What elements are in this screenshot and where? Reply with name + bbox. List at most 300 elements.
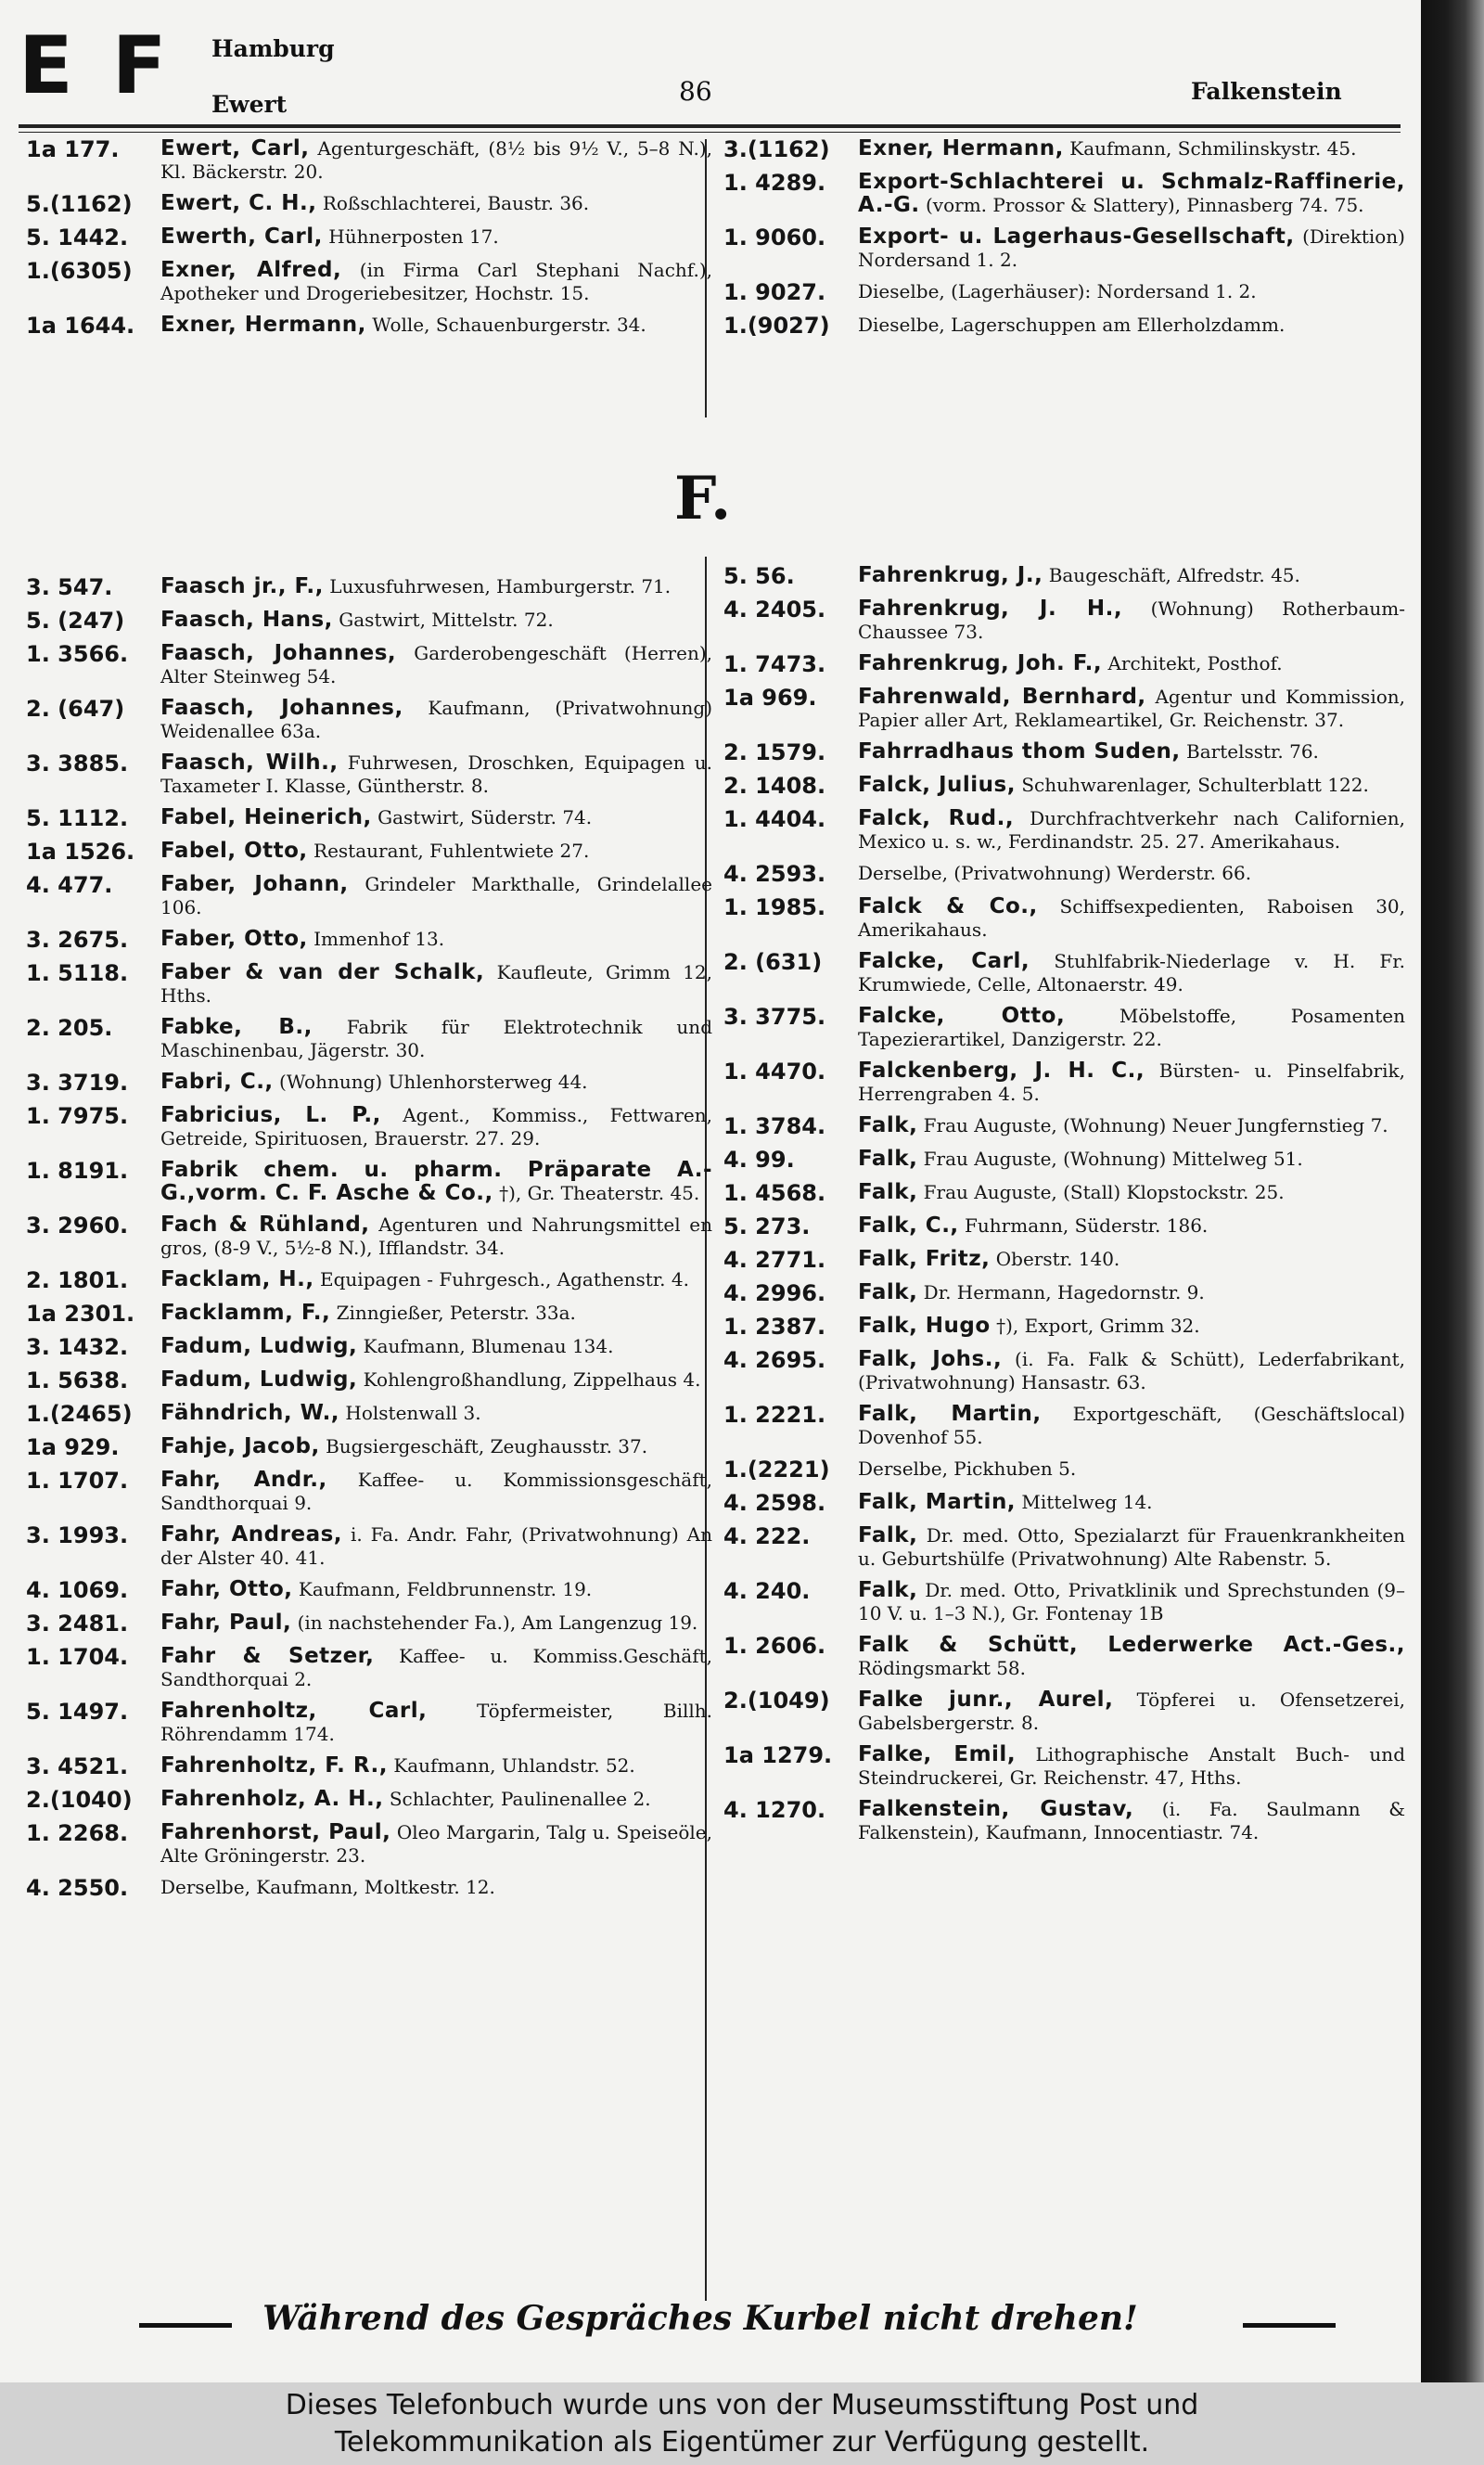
directory-entry bbox=[723, 1315, 1405, 1340]
entry-text bbox=[160, 1104, 712, 1150]
phone-number: 4. 2771. bbox=[723, 1247, 826, 1273]
phone-number: 5. 1497. bbox=[26, 1699, 129, 1725]
entry-text bbox=[160, 751, 712, 798]
subscriber-details: Dieselbe, Lagerschuppen am Ellerholzdamm. bbox=[858, 314, 1286, 336]
directory-entry bbox=[723, 774, 1405, 799]
entry-text bbox=[160, 575, 712, 600]
subscriber-details: Frau Auguste, (Wohnung) Neuer Jungfernstieg 7. bbox=[923, 1114, 1388, 1136]
subscriber-details: Agenturgeschäft, (8½ bis 9½ V., 5–8 N.), Kl. Bäckerstr. 20. bbox=[160, 137, 712, 183]
directory-entry bbox=[723, 225, 1405, 272]
entry-text bbox=[160, 137, 712, 184]
entry-text bbox=[858, 1634, 1405, 1680]
subscriber-details: Fabrik für Elektrotechnik und Maschinenbau, Jägerstr. 30. bbox=[160, 1016, 712, 1061]
subscriber-details: Schuhwarenlager, Schulterblatt 122. bbox=[1021, 774, 1369, 796]
phone-number: 3.(1162) bbox=[723, 136, 830, 162]
subscriber-name: Falcke, Otto, bbox=[858, 1004, 1066, 1028]
phone-number: 2.(1049) bbox=[723, 1688, 830, 1714]
subscriber-details: Möbelstoffe, Posamenten Tapezierartikel, Danzigerstr. 22. bbox=[858, 1005, 1405, 1050]
directory-entry bbox=[26, 1435, 712, 1460]
subscriber-name: Fahrenkrug, J. H., bbox=[858, 597, 1123, 621]
subscriber-details: Kaufmann, Schmilinskystr. 45. bbox=[1069, 137, 1357, 160]
entry-text bbox=[858, 280, 1405, 305]
footer bbox=[0, 2382, 1484, 2465]
phone-number: 1.(6305) bbox=[26, 258, 133, 284]
phone-number: 1. 7975. bbox=[26, 1103, 129, 1129]
directory-entry bbox=[723, 1005, 1405, 1051]
subscriber-name: Fahrenholtz, Carl, bbox=[160, 1699, 428, 1723]
subscriber-name: Falk, bbox=[858, 1147, 918, 1171]
directory-entry bbox=[723, 1743, 1405, 1790]
phone-number: 4. 2996. bbox=[723, 1280, 826, 1306]
entry-text bbox=[160, 642, 712, 688]
entry-text bbox=[160, 609, 712, 634]
subscriber-details: (i. Fa. Falk & Schütt), Lederfabrikant, (Privatwohnung) Hansastr. 63. bbox=[858, 1348, 1405, 1393]
phone-number: 1. 3784. bbox=[723, 1113, 826, 1139]
directory-entry bbox=[26, 1213, 712, 1260]
phone-number: 1. 2268. bbox=[26, 1820, 129, 1846]
directory-entry bbox=[723, 1579, 1405, 1625]
phone-number: 1. 5118. bbox=[26, 960, 129, 986]
subscriber-name: Faasch, Johannes, bbox=[160, 641, 397, 665]
subscriber-details: Agent., Kommiss., Fettwaren, Getreide, Spirituosen, Brauerstr. 27. 29. bbox=[160, 1104, 712, 1149]
directory-entry bbox=[723, 895, 1405, 942]
phone-number: 4. 2695. bbox=[723, 1347, 826, 1373]
subscriber-name: Falkenstein, Gustav, bbox=[858, 1797, 1134, 1821]
phone-number: 5. (247) bbox=[26, 608, 125, 634]
subscriber-details: Kaufmann, (Privatwohnung) Weidenallee 63a. bbox=[160, 697, 712, 742]
phone-number: 1. 9027. bbox=[723, 279, 826, 305]
phone-number: 1a 1526. bbox=[26, 839, 135, 865]
directory-entry bbox=[723, 564, 1405, 589]
entry-text bbox=[858, 597, 1405, 644]
subscriber-name: Ewerth, Carl, bbox=[160, 225, 323, 249]
phone-number: 5. 1442. bbox=[26, 225, 129, 250]
phone-number: 1a 969. bbox=[723, 685, 817, 711]
subscriber-details: Kohlengroßhandlung, Zippelhaus 4. bbox=[363, 1368, 701, 1391]
phone-number: 5.(1162) bbox=[26, 191, 133, 217]
subscriber-name: Falck & Co., bbox=[858, 894, 1038, 918]
footer-line-2: Telekommunikation als Eigentümer zur Verfügung gestellt. bbox=[334, 2426, 1150, 2459]
entry-text bbox=[858, 1214, 1405, 1239]
subscriber-name: Ewert, Carl, bbox=[160, 136, 310, 160]
entry-text bbox=[160, 1700, 712, 1746]
directory-entry bbox=[723, 1281, 1405, 1306]
directory-entry bbox=[26, 1016, 712, 1062]
header-last-name: Falkenstein bbox=[1191, 78, 1342, 105]
entry-text bbox=[160, 1071, 712, 1096]
phone-number: 4. 1270. bbox=[723, 1797, 826, 1823]
subscriber-details: Schiffsexpedienten, Raboisen 30, Amerikahaus. bbox=[858, 895, 1405, 941]
entry-text bbox=[858, 1059, 1405, 1106]
directory-entry bbox=[723, 1348, 1405, 1394]
entry-text bbox=[858, 1148, 1405, 1173]
subscriber-name: Faasch jr., F., bbox=[160, 574, 324, 598]
subscriber-details: Durchfrachtverkehr nach Californien, Mexico u. s. w., Ferdinandstr. 25. 27. Amerikahaus. bbox=[858, 807, 1406, 853]
subscriber-details: Holstenwall 3. bbox=[345, 1402, 481, 1424]
subscriber-details: Wolle, Schauenburgerstr. 34. bbox=[372, 314, 646, 336]
right-column-f bbox=[723, 564, 1405, 1853]
phone-number: 4. 2593. bbox=[723, 861, 826, 887]
subscriber-details: Bürsten- u. Pinselfabrik, Herrengraben 4. 5. bbox=[858, 1059, 1405, 1105]
directory-entry bbox=[26, 1159, 712, 1205]
subscriber-details: Derselbe, Kaufmann, Moltkestr. 12. bbox=[160, 1876, 495, 1898]
subscriber-details: (in nachstehender Fa.), Am Langenzug 19. bbox=[297, 1611, 698, 1634]
directory-entry bbox=[26, 697, 712, 743]
phone-number: 1. 5638. bbox=[26, 1367, 129, 1393]
entry-text bbox=[160, 1876, 712, 1901]
directory-entry bbox=[26, 1402, 712, 1427]
subscriber-name: Fahje, Jacob, bbox=[160, 1434, 320, 1458]
entry-text bbox=[858, 862, 1405, 887]
subscriber-name: Falck, Rud., bbox=[858, 806, 1015, 830]
subscriber-details: Dr. med. Otto, Spezialarzt für Frauenkrankheiten u. Geburtshülfe (Privatwohnung) Alte Rabenstr. 5. bbox=[858, 1524, 1405, 1570]
entry-text bbox=[858, 564, 1405, 589]
directory-entry bbox=[26, 137, 712, 184]
directory-entry bbox=[26, 961, 712, 1008]
entry-text bbox=[858, 1579, 1405, 1625]
entry-text bbox=[858, 686, 1405, 732]
slogan: Während des Gespräches Kurbel nicht drehen! bbox=[262, 2299, 1138, 2338]
subscriber-name: Faber, Johann, bbox=[160, 872, 349, 896]
entry-text bbox=[160, 1016, 712, 1062]
directory-entry bbox=[26, 575, 712, 600]
subscriber-name: Fabrik chem. u. pharm. Präparate A.-G.,vorm. C. F. Asche & Co., bbox=[160, 1158, 712, 1205]
subscriber-name: Facklam, H., bbox=[160, 1267, 314, 1291]
directory-entry bbox=[26, 642, 712, 688]
phone-number: 4. 240. bbox=[723, 1578, 811, 1604]
entry-text bbox=[858, 1403, 1405, 1449]
subscriber-name: Fabke, B., bbox=[160, 1015, 313, 1039]
entry-text bbox=[858, 1005, 1405, 1051]
entry-text bbox=[160, 1611, 712, 1637]
phone-number: 1. 2221. bbox=[723, 1402, 826, 1428]
phone-number: 2.(1040) bbox=[26, 1787, 133, 1813]
directory-entry bbox=[723, 1688, 1405, 1735]
entry-text bbox=[858, 950, 1405, 996]
entry-text bbox=[858, 1491, 1405, 1516]
directory-entry bbox=[26, 609, 712, 634]
subscriber-name: Falckenberg, J. H. C., bbox=[858, 1059, 1145, 1083]
phone-number: 3. 4521. bbox=[26, 1753, 129, 1779]
subscriber-details: (vorm. Prossor & Slattery), Pinnasberg 74. 75. bbox=[926, 194, 1364, 216]
phone-number: 1. 8191. bbox=[26, 1158, 129, 1184]
phone-number: 4. 2550. bbox=[26, 1875, 129, 1901]
subscriber-details: Töpferei u. Ofensetzerei, Gabelsbergerstr. 8. bbox=[858, 1688, 1406, 1734]
phone-number: 3. 2481. bbox=[26, 1611, 129, 1637]
entry-text bbox=[160, 1368, 712, 1393]
subscriber-name: Fadum, Ludwig, bbox=[160, 1334, 358, 1358]
directory-entry bbox=[26, 225, 712, 250]
directory-entry bbox=[26, 1469, 712, 1515]
entry-text bbox=[858, 740, 1405, 765]
directory-entry bbox=[723, 862, 1405, 887]
directory-entry bbox=[723, 1798, 1405, 1844]
subscriber-details: †), Gr. Theaterstr. 45. bbox=[499, 1182, 700, 1204]
subscriber-details: Kaufmann, Blumenau 134. bbox=[363, 1335, 614, 1357]
subscriber-name: Falke junr., Aurel, bbox=[858, 1688, 1114, 1712]
directory-entry bbox=[26, 1700, 712, 1746]
directory-entry bbox=[26, 1302, 712, 1327]
directory-entry bbox=[26, 1788, 712, 1813]
subscriber-name: Fahr, Andr., bbox=[160, 1468, 327, 1492]
left-column-top bbox=[26, 137, 712, 347]
subscriber-name: Fabri, C., bbox=[160, 1070, 274, 1094]
subscriber-name: Fahrenholz, A. H., bbox=[160, 1787, 384, 1811]
subscriber-details: (i. Fa. Saulmann & Falkenstein), Kaufmann, Innocentiastr. 74. bbox=[858, 1798, 1405, 1843]
subscriber-name: Faasch, Johannes, bbox=[160, 696, 403, 720]
subscriber-name: Fahrenwald, Bernhard, bbox=[858, 685, 1146, 709]
phone-number: 1. 1707. bbox=[26, 1468, 129, 1494]
entry-text bbox=[858, 774, 1405, 799]
entry-text bbox=[858, 171, 1405, 217]
entry-text bbox=[160, 259, 712, 305]
subscriber-name: Faber, Otto, bbox=[160, 927, 308, 951]
subscriber-name: Fabel, Heinerich, bbox=[160, 805, 372, 829]
subscriber-name: Falcke, Carl, bbox=[858, 949, 1030, 973]
phone-number: 4. 99. bbox=[723, 1147, 795, 1173]
subscriber-name: Falk, bbox=[858, 1523, 918, 1547]
subscriber-details: Architekt, Posthof. bbox=[1107, 652, 1283, 674]
phone-number: 2. 1579. bbox=[723, 739, 826, 765]
subscriber-name: Exner, Hermann, bbox=[858, 136, 1064, 160]
directory-entry bbox=[26, 873, 712, 919]
directory-entry bbox=[723, 1403, 1405, 1449]
subscriber-details: Oleo Margarin, Talg u. Speiseöle, Alte Gröningerstr. 23. bbox=[160, 1821, 712, 1867]
directory-entry bbox=[26, 1821, 712, 1868]
subscriber-name: Fähndrich, W., bbox=[160, 1401, 340, 1425]
phone-number: 1. 2387. bbox=[723, 1314, 826, 1340]
section-letter: F. bbox=[674, 464, 732, 533]
phone-number: 1a 2301. bbox=[26, 1301, 135, 1327]
subscriber-name: Fahrenholtz, F. R., bbox=[160, 1753, 388, 1778]
entry-text bbox=[160, 1159, 712, 1205]
directory-entry bbox=[723, 1148, 1405, 1173]
directory-entry bbox=[723, 137, 1405, 162]
phone-number: 1. 1704. bbox=[26, 1644, 129, 1670]
directory-entry bbox=[723, 1214, 1405, 1239]
phone-number: 5. 1112. bbox=[26, 805, 129, 831]
slogan-dash-right bbox=[1243, 2323, 1336, 2328]
subscriber-details: Rödingsmarkt 58. bbox=[858, 1657, 1027, 1679]
phone-number: 3. 2960. bbox=[26, 1213, 129, 1239]
directory-entry bbox=[26, 1368, 712, 1393]
phone-number: 1.(2221) bbox=[723, 1457, 830, 1483]
right-column-top bbox=[723, 137, 1405, 347]
subscriber-details: Grindeler Markthalle, Grindelallee 106. bbox=[160, 873, 712, 918]
subscriber-details: †), Export, Grimm 32. bbox=[996, 1315, 1200, 1337]
entry-text bbox=[160, 1578, 712, 1603]
directory-entry bbox=[723, 314, 1405, 339]
phone-number: 1. 3566. bbox=[26, 641, 129, 667]
subscriber-details: Derselbe, (Privatwohnung) Werderstr. 66. bbox=[858, 862, 1252, 884]
subscriber-details: Luxusfuhrwesen, Hamburgerstr. 71. bbox=[329, 575, 672, 597]
subscriber-name: Fahr, Otto, bbox=[160, 1577, 293, 1601]
entry-text bbox=[160, 1213, 712, 1260]
subscriber-name: Fahr, Paul, bbox=[160, 1611, 292, 1635]
subscriber-name: Falk, Martin, bbox=[858, 1402, 1042, 1426]
subscriber-details: Lithographische Anstalt Buch- und Steindruckerei, Gr. Reichenstr. 47, Hths. bbox=[858, 1743, 1405, 1789]
header-rule-thin bbox=[19, 132, 1401, 133]
entry-text bbox=[160, 873, 712, 919]
directory-entry bbox=[723, 280, 1405, 305]
left-column-f bbox=[26, 575, 712, 1909]
entry-text bbox=[160, 314, 712, 339]
subscriber-details: Fuhrwesen, Droschken, Equipagen u. Taxameter I. Klasse, Güntherstr. 8. bbox=[160, 751, 713, 797]
directory-entry bbox=[723, 1524, 1405, 1571]
phone-number: 2. 1408. bbox=[723, 773, 826, 799]
entry-text bbox=[858, 1798, 1405, 1844]
subscriber-details: Hühnerposten 17. bbox=[328, 225, 499, 248]
header-first-name: Ewert bbox=[211, 91, 288, 118]
directory-entry bbox=[723, 597, 1405, 644]
entry-text bbox=[858, 1524, 1405, 1571]
phone-number: 5. 273. bbox=[723, 1213, 811, 1239]
subscriber-details: Mittelweg 14. bbox=[1021, 1491, 1153, 1513]
page-number: 86 bbox=[679, 76, 712, 107]
subscriber-details: Dieselbe, (Lagerhäuser): Nordersand 1. 2. bbox=[858, 280, 1257, 302]
phone-number: 3. 3885. bbox=[26, 751, 129, 777]
subscriber-details: Zinngießer, Peterstr. 33a. bbox=[336, 1302, 576, 1324]
directory-entry bbox=[723, 1059, 1405, 1106]
page-edge-shadow bbox=[1421, 0, 1484, 2382]
directory-entry bbox=[723, 1181, 1405, 1206]
subscriber-details: Kaufleute, Grimm 12, Hths. bbox=[160, 961, 713, 1007]
subscriber-name: Falk & Schütt, Lederwerke Act.-Ges., bbox=[858, 1633, 1405, 1657]
directory-entry bbox=[26, 1578, 712, 1603]
directory-entry bbox=[26, 1104, 712, 1150]
entry-text bbox=[160, 1523, 712, 1570]
entry-text bbox=[160, 1754, 712, 1779]
entry-text bbox=[160, 1788, 712, 1813]
phone-number: 3. 547. bbox=[26, 574, 113, 600]
entry-text bbox=[858, 1743, 1405, 1790]
entry-text bbox=[160, 1302, 712, 1327]
subscriber-name: Exner, Hermann, bbox=[160, 313, 366, 337]
entry-text bbox=[160, 1469, 712, 1515]
subscriber-name: Fahr & Setzer, bbox=[160, 1644, 375, 1668]
subscriber-details: Gastwirt, Mittelstr. 72. bbox=[339, 609, 554, 631]
subscriber-name: Falk, Johs., bbox=[858, 1347, 1003, 1371]
subscriber-details: Schlachter, Paulinenallee 2. bbox=[389, 1788, 651, 1810]
entry-text bbox=[858, 1315, 1405, 1340]
subscriber-name: Faasch, Hans, bbox=[160, 608, 333, 632]
subscriber-details: Equipagen - Fuhrgesch., Agathenstr. 4. bbox=[320, 1268, 689, 1290]
directory-entry bbox=[26, 192, 712, 217]
subscriber-details: Kaffee- u. Kommiss.Geschäft, Sandthorquai 2. bbox=[160, 1645, 712, 1690]
subscriber-details: Agenturen und Nahrungsmittel en gros, (8-9 V., 5½-8 N.), Ifflandstr. 34. bbox=[160, 1213, 713, 1259]
directory-entry bbox=[723, 1634, 1405, 1680]
entry-text bbox=[858, 137, 1405, 162]
directory-entry bbox=[723, 950, 1405, 996]
entry-text bbox=[858, 1281, 1405, 1306]
subscriber-details: i. Fa. Andr. Fahr, (Privatwohnung) An der Alster 40. 41. bbox=[160, 1523, 713, 1569]
subscriber-details: Kaufmann, Uhlandstr. 52. bbox=[393, 1754, 635, 1777]
phone-number: 1.(2465) bbox=[26, 1401, 133, 1427]
subscriber-name: Fabricius, L. P., bbox=[160, 1103, 381, 1127]
phone-number: 3. 1432. bbox=[26, 1334, 129, 1360]
phone-number: 3. 3775. bbox=[723, 1004, 826, 1030]
directory-entry bbox=[26, 1523, 712, 1570]
subscriber-details: Derselbe, Pickhuben 5. bbox=[858, 1457, 1077, 1480]
subscriber-name: Falk, bbox=[858, 1180, 918, 1204]
directory-entry bbox=[26, 1611, 712, 1637]
subscriber-name: Fach & Rühland, bbox=[160, 1213, 370, 1237]
subscriber-details: Gastwirt, Süderstr. 74. bbox=[377, 806, 593, 828]
subscriber-name: Export-Schlachterei u. Schmalz-Raffinerie, A.-G. bbox=[858, 170, 1405, 217]
directory-entry bbox=[723, 807, 1405, 854]
entry-text bbox=[858, 895, 1405, 942]
subscriber-name: Fabel, Otto, bbox=[160, 839, 308, 863]
entry-text bbox=[160, 1435, 712, 1460]
subscriber-details: Oberstr. 140. bbox=[995, 1248, 1120, 1270]
subscriber-name: Fadum, Ludwig, bbox=[160, 1367, 358, 1392]
entry-text bbox=[858, 1248, 1405, 1273]
subscriber-details: Restaurant, Fuhlentwiete 27. bbox=[313, 840, 590, 862]
phone-number: 1. 4470. bbox=[723, 1059, 826, 1085]
phone-number: 2. 1801. bbox=[26, 1267, 129, 1293]
phone-number: 1. 4568. bbox=[723, 1180, 826, 1206]
entry-text bbox=[160, 1645, 712, 1691]
entry-text bbox=[858, 652, 1405, 677]
entry-text bbox=[160, 1402, 712, 1427]
subscriber-name: Falke, Emil, bbox=[858, 1742, 1017, 1766]
phone-number: 1a 1644. bbox=[26, 313, 135, 339]
phone-number: 1. 1985. bbox=[723, 894, 826, 920]
directory-entry bbox=[26, 1645, 712, 1691]
subscriber-name: Fahrenkrug, J., bbox=[858, 563, 1043, 587]
subscriber-details: Fuhrmann, Süderstr. 186. bbox=[965, 1214, 1209, 1237]
subscriber-details: Garderobengeschäft (Herren), Alter Steinweg 54. bbox=[160, 642, 712, 687]
directory-entry bbox=[26, 259, 712, 305]
phone-number: 1. 7473. bbox=[723, 651, 826, 677]
subscriber-name: Faasch, Wilh., bbox=[160, 751, 339, 775]
directory-entry bbox=[26, 1335, 712, 1360]
phone-number: 1.(9027) bbox=[723, 313, 830, 339]
directory-entry bbox=[723, 686, 1405, 732]
phone-number: 2. 205. bbox=[26, 1015, 113, 1041]
subscriber-details: (Direktion) Nordersand 1. 2. bbox=[858, 225, 1405, 271]
subscriber-name: Fahrradhaus thom Suden, bbox=[858, 739, 1181, 764]
subscriber-name: Falk, Hugo bbox=[858, 1314, 991, 1338]
phone-number: 1. 2606. bbox=[723, 1633, 826, 1659]
directory-entry bbox=[26, 1071, 712, 1096]
entry-text bbox=[160, 806, 712, 831]
subscriber-name: Export- u. Lagerhaus-Gesellschaft, bbox=[858, 225, 1295, 249]
phone-number: 2. (647) bbox=[26, 696, 125, 722]
subscriber-name: Falck, Julius, bbox=[858, 773, 1016, 797]
subscriber-details: Töpfermeister, Billh. Röhrendamm 174. bbox=[160, 1700, 713, 1745]
directory-entry bbox=[26, 751, 712, 798]
phone-number: 1a 1279. bbox=[723, 1742, 833, 1768]
subscriber-details: Stuhlfabrik-Niederlage v. H. Fr. Krumwiede, Celle, Altonaerstr. 49. bbox=[858, 950, 1406, 995]
subscriber-details: Baugeschäft, Alfredstr. 45. bbox=[1048, 564, 1300, 586]
directory-entry bbox=[26, 314, 712, 339]
directory-entry bbox=[723, 1114, 1405, 1139]
phone-number: 1a 177. bbox=[26, 136, 120, 162]
subscriber-details: Exportgeschäft, (Geschäftslocal) Dovenhof 55. bbox=[858, 1403, 1406, 1448]
phone-number: 5. 56. bbox=[723, 563, 795, 589]
footer-line-1: Dieses Telefonbuch wurde uns von der Museumsstiftung Post und bbox=[285, 2389, 1199, 2421]
header-city: Hamburg bbox=[211, 35, 335, 62]
subscriber-name: Falk, bbox=[858, 1578, 918, 1602]
header-rule bbox=[19, 124, 1401, 128]
directory-entry bbox=[26, 928, 712, 953]
subscriber-details: Frau Auguste, (Stall) Klopstockstr. 25. bbox=[923, 1181, 1285, 1203]
entry-text bbox=[858, 1181, 1405, 1206]
directory-entry bbox=[723, 652, 1405, 677]
entry-text bbox=[160, 840, 712, 865]
subscriber-name: Faber & van der Schalk, bbox=[160, 960, 485, 984]
